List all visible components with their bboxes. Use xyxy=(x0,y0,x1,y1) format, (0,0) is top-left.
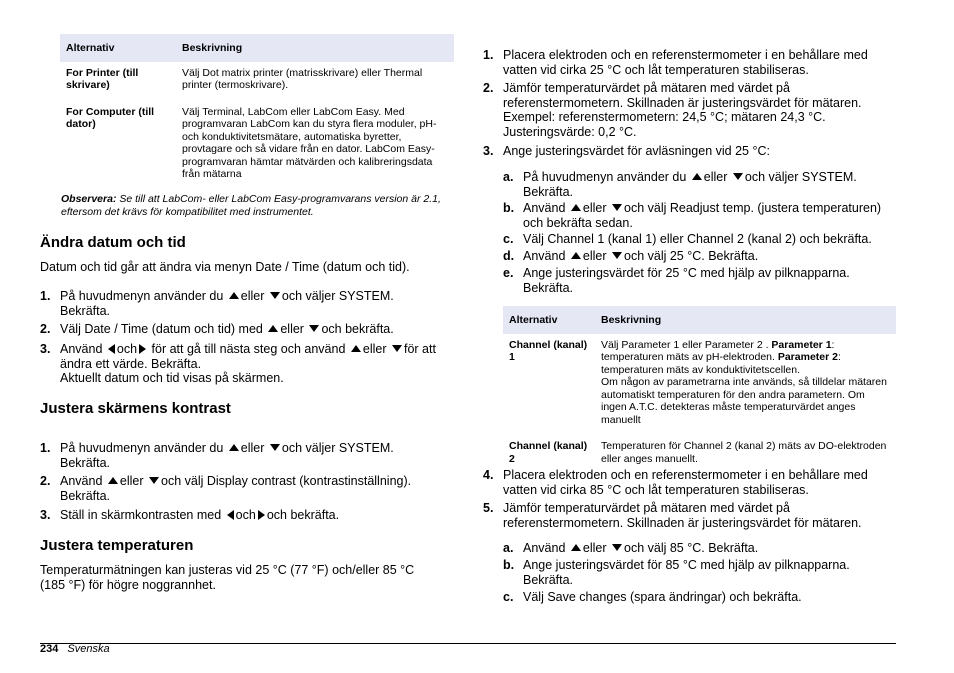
desc-text: : temperaturen mäts av pH-elektroden. xyxy=(601,338,835,363)
step-text: och väljer SYSTEM. xyxy=(281,441,394,455)
step-text: Exempel: referenstermometern: 24,5 °C; mätaren 24,3 °C. xyxy=(503,110,826,124)
desc-text: : temperaturen mäts av konduktivitetscellen. xyxy=(601,351,841,376)
step-text: Välj Channel 1 (kanal 1) eller Channel 2 (kanal 2) och bekräfta. xyxy=(523,232,872,246)
section-title-contrast: Justera skärmens kontrast xyxy=(40,400,231,417)
options-table-output xyxy=(60,34,454,190)
step-number: a. xyxy=(503,541,514,555)
note-text: Se till att LabCom- eller LabCom Easy-programvarans version är 2.1, eftersom det krävs för kompatibilitet med instrumentet. xyxy=(61,193,441,218)
step-text: Bekräfta. xyxy=(523,572,574,587)
option-description xyxy=(595,334,896,435)
step-text: och bekräfta. xyxy=(266,508,340,522)
table-row xyxy=(503,334,896,435)
step-number: e. xyxy=(503,266,514,280)
step-number: a. xyxy=(503,170,514,184)
step-number: c. xyxy=(503,590,514,604)
step-number: 3. xyxy=(40,508,51,522)
step-text: Använd xyxy=(523,201,566,215)
section-title-temperature: Justera temperaturen xyxy=(40,537,194,554)
up-arrow-icon xyxy=(571,252,581,259)
step-number: c. xyxy=(503,232,514,246)
options-table-channel xyxy=(503,306,896,474)
step-text: Bekräfta. xyxy=(60,455,111,470)
step-text: På huvudmenyn använder du xyxy=(60,289,224,303)
step-text: och välj Readjust temp. (justera temperaturen) xyxy=(624,201,882,215)
right-arrow-icon xyxy=(139,344,146,354)
down-arrow-icon xyxy=(149,477,159,484)
step-text: Jämför temperaturvärdet på mätaren med värdet på xyxy=(503,501,790,515)
step-text: Bekräfta. xyxy=(60,303,111,318)
page-number: 234 xyxy=(40,643,59,655)
step-text: eller xyxy=(240,441,265,455)
down-arrow-icon xyxy=(733,173,743,180)
down-arrow-icon xyxy=(392,345,402,352)
temperature-intro xyxy=(40,563,450,592)
step-text: och välj Display contrast (kontrastinställning). xyxy=(161,474,412,488)
step-text: och välj 25 °C. Bekräfta. xyxy=(624,249,759,263)
step-text: och bekräfta sedan. xyxy=(523,215,633,230)
step-text: eller xyxy=(280,322,304,336)
desc-bold: Parameter 2 xyxy=(777,351,838,363)
table-header-option: Alternativ xyxy=(503,306,595,334)
step-text: Använd xyxy=(60,474,103,488)
up-arrow-icon xyxy=(692,173,702,180)
intro-line: Temperaturmätningen kan justeras vid 25 °C (77 °F) och/eller 85 °C xyxy=(40,563,415,577)
step-text: vatten vid cirka 25 °C och låt temperaturen stabiliseras. xyxy=(503,62,809,77)
desc-text: Om någon av parametrarna inte används, så tilldelar mätaren automatiskt temperaturen för den andra parametern. Om ingen A.T.C. detekteras måste temperaturvärdet anges manuellt xyxy=(601,376,887,426)
compatibility-note xyxy=(61,193,451,219)
step-text: eller xyxy=(582,249,607,263)
up-arrow-icon xyxy=(229,292,239,299)
desc-bold: Parameter 1 xyxy=(771,338,832,351)
option-name: For Computer (till dator) xyxy=(60,100,176,189)
step-text: och xyxy=(235,508,256,522)
step-number: 3. xyxy=(483,144,494,158)
step-text: eller xyxy=(703,170,728,184)
date-intro: Datum och tid går att ändra via menyn Date / Time (datum och tid). xyxy=(40,260,410,274)
step-text: Bekräfta. xyxy=(523,280,574,295)
step-number: 1. xyxy=(483,48,494,62)
step-text: vatten vid cirka 85 °C och låt temperaturen stabiliseras. xyxy=(503,482,809,497)
step-text: eller xyxy=(240,289,265,303)
step-text: På huvudmenyn använder du xyxy=(60,441,224,455)
step-number: 4. xyxy=(483,468,494,482)
step-number: 3. xyxy=(40,342,51,356)
down-arrow-icon xyxy=(612,204,622,211)
option-description: Välj Dot matrix printer (matrisskrivare) eller Thermal printer (termoskrivare). xyxy=(176,62,454,101)
footer-divider xyxy=(40,643,896,644)
page-footer xyxy=(40,643,110,656)
right-arrow-icon xyxy=(258,510,265,520)
table-row xyxy=(60,62,454,101)
step-text: eller xyxy=(582,201,607,215)
desc-text: Välj Parameter 1 eller Parameter 2 . xyxy=(601,338,772,351)
step-number: b. xyxy=(503,558,515,572)
up-arrow-icon xyxy=(571,204,581,211)
step-text: referenstermometern. Skillnaden är justeringsvärdet för mätaren. xyxy=(503,515,862,530)
down-arrow-icon xyxy=(612,544,622,551)
table-header-description: Beskrivning xyxy=(595,306,896,334)
step-text: Använd xyxy=(523,249,566,263)
intro-line: (185 °F) för högre noggrannhet. xyxy=(40,577,216,592)
step-number: 2. xyxy=(483,81,494,95)
step-text: Ange justeringsvärdet för 25 °C med hjälp av pilknapparna. xyxy=(523,266,850,280)
step-text: Välj Date / Time (datum och tid) med xyxy=(60,322,263,336)
left-arrow-icon xyxy=(108,344,115,354)
down-arrow-icon xyxy=(612,252,622,259)
up-arrow-icon xyxy=(268,325,278,332)
option-description: Temperaturen för Channel 2 (kanal 2) mäts av DO-elektroden eller anges manuellt. xyxy=(595,435,896,474)
step-text: referenstermometern. Skillnaden är justeringsvärdet för mätaren. xyxy=(503,95,862,110)
step-text: och välj 85 °C. Bekräfta. xyxy=(624,541,759,555)
step-number: d. xyxy=(503,249,515,263)
step-text: för att xyxy=(404,342,436,356)
up-arrow-icon xyxy=(351,345,361,352)
step-text: Bekräfta. xyxy=(523,184,574,199)
step-text: och väljer SYSTEM. xyxy=(744,170,857,184)
table-header-option: Alternativ xyxy=(60,34,176,62)
down-arrow-icon xyxy=(270,292,280,299)
step-text: och xyxy=(116,342,138,356)
step-text: På huvudmenyn använder du xyxy=(523,170,687,184)
up-arrow-icon xyxy=(108,477,118,484)
step-text: Välj Save changes (spara ändringar) och bekräfta. xyxy=(523,590,802,604)
step-number: 5. xyxy=(483,501,494,515)
step-text: Justeringsvärde: 0,2 °C. xyxy=(503,124,637,139)
step-text: Ställ in skärmkontrasten med xyxy=(60,508,222,522)
step-result: Aktuellt datum och tid visas på skärmen. xyxy=(60,371,284,385)
step-text: Använd xyxy=(60,342,103,356)
step-number: 2. xyxy=(40,322,51,336)
section-title-date-time: Ändra datum och tid xyxy=(40,234,186,251)
step-text: Använd xyxy=(523,541,566,555)
step-number: 2. xyxy=(40,474,51,488)
step-text: och bekräfta. xyxy=(321,322,394,336)
step-number: 1. xyxy=(40,441,51,455)
step-text: Placera elektroden och en referenstermometer i en behållare med xyxy=(503,48,868,62)
note-label: Observera: xyxy=(61,193,117,205)
down-arrow-icon xyxy=(309,325,319,332)
step-text: Ange justeringsvärdet för avläsningen vid 25 °C: xyxy=(503,144,770,158)
step-number: b. xyxy=(503,201,515,215)
step-text: Ange justeringsvärdet för 85 °C med hjälp av pilknapparna. xyxy=(523,558,850,572)
down-arrow-icon xyxy=(270,444,280,451)
step-text: Jämför temperaturvärdet på mätaren med värdet på xyxy=(503,81,790,95)
step-text: eller xyxy=(362,342,387,356)
footer-language: Svenska xyxy=(67,643,110,655)
step-text: Bekräfta. xyxy=(60,488,111,503)
table-row xyxy=(60,100,454,189)
option-name: For Printer (till skrivare) xyxy=(60,62,176,101)
option-name: Channel (kanal) 2 xyxy=(503,435,595,474)
option-description: Välj Terminal, LabCom eller LabCom Easy. Med programvaran LabCom kan du styra flera moduler, pH- och konduktivitetsmätare, automatiska byretter, provtagare och så vidare från en dator. LabCom Easy-programvaran hämtar mätvärden och kalibreringsdata från mätarna xyxy=(176,100,454,189)
option-name: Channel (kanal) 1 xyxy=(503,334,595,435)
step-text: ändra ett värde. Bekräfta. xyxy=(60,356,202,371)
table-header-description: Beskrivning xyxy=(176,34,454,62)
step-text: och väljer SYSTEM. xyxy=(281,289,394,303)
step-number: 1. xyxy=(40,289,51,303)
step-text: Placera elektroden och en referenstermometer i en behållare med xyxy=(503,468,868,482)
step-text: för att gå till nästa steg och använd xyxy=(151,342,346,356)
step-text: eller xyxy=(119,474,144,488)
step-text: eller xyxy=(582,541,607,555)
up-arrow-icon xyxy=(571,544,581,551)
left-arrow-icon xyxy=(227,510,234,520)
up-arrow-icon xyxy=(229,444,239,451)
